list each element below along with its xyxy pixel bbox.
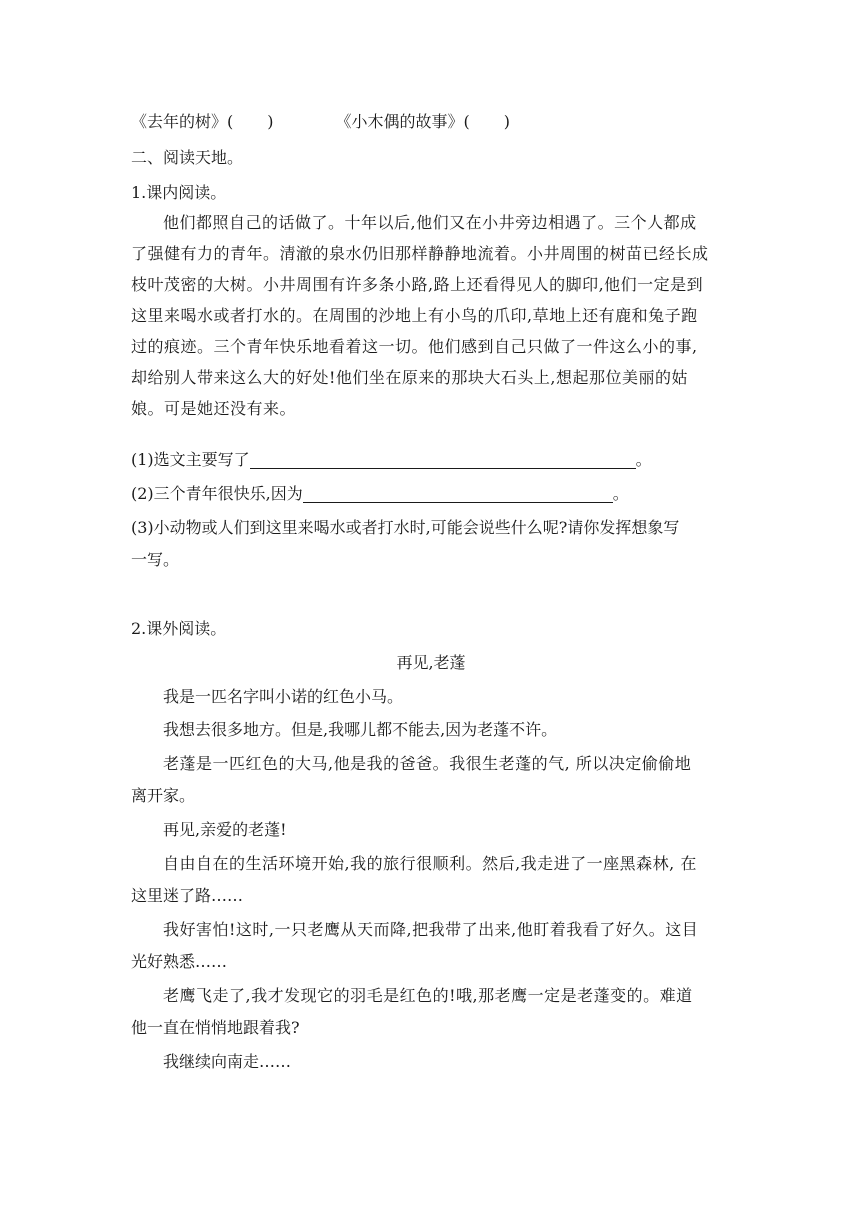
book-title-1: 《去年的树》: [131, 112, 228, 131]
story-line: 再见,亲爱的老蓬!: [163, 820, 287, 839]
passage1-line: 过的痕迹。三个青年快乐地看着这一切。他们感到自己只做了一件这么小的事,: [131, 337, 698, 356]
story-line: 我继续向南走……: [163, 1052, 292, 1071]
question-2-end: 。: [612, 484, 629, 503]
title-match-row: [131, 110, 731, 134]
question-3-line1: (3)小动物或人们到这里来喝水或者打水时,可能会说些什么呢?请你发挥想象写: [131, 518, 680, 537]
passage1-line: 却给别人带来这么大的好处!他们坐在原来的那块大石头上,想起那位美丽的姑: [131, 368, 689, 387]
question-1-answer-line[interactable]: [250, 452, 636, 469]
story-line: 我想去很多地方。但是,我哪儿都不能去,因为老蓬不许。: [163, 720, 558, 739]
story-line: 这里迷了路……: [131, 886, 244, 905]
part1-heading: 1.课内阅读。: [131, 183, 227, 202]
passage1-line: 枝叶茂密的大树。小井周围有许多条小路,路上还看得见人的脚印,他们一定是到: [131, 275, 704, 294]
story-line: 老鹰飞走了,我才发现它的羽毛是红色的!哦,那老鹰一定是老蓬变的。难道: [163, 986, 693, 1005]
open-paren-2: (: [463, 112, 470, 131]
question-2: [131, 482, 731, 506]
story-line: 他一直在悄悄地跟着我?: [131, 1018, 300, 1037]
passage1-line: 娘。可是她还没有来。: [131, 399, 297, 418]
passage1-line: 了强健有力的青年。清澈的泉水仍旧那样静静地流着。小井周围的树苗已经长成: [131, 244, 709, 263]
story-line: 我是一匹名字叫小诺的红色小马。: [163, 687, 404, 706]
question-1: [131, 448, 731, 472]
story-title: 再见,老蓬: [396, 653, 466, 672]
question-1-end: 。: [635, 450, 652, 469]
section-heading: 二、阅读天地。: [131, 148, 244, 167]
passage1-line: 他们都照自己的话做了。十年以后,他们又在小井旁边相遇了。三个人都成: [163, 213, 697, 232]
open-paren-1: (: [227, 112, 234, 131]
close-paren-1: ): [267, 112, 274, 131]
story-line: 离开家。: [131, 786, 196, 805]
story-line: 光好熟悉……: [131, 952, 228, 971]
story-line: 我好害怕!这时,一只老鹰从天而降,把我带了出来,他盯着我看了好久。这目: [163, 920, 699, 939]
story-line: 老蓬是一匹红色的大马,他是我的爸爸。我很生老蓬的气, 所以决定偷偷地: [163, 754, 692, 773]
passage1-line: 这里来喝水或者打水的。在周围的沙地上有小鸟的爪印,草地上还有鹿和兔子跑: [131, 306, 698, 325]
question-1-text: (1)选文主要写了: [131, 450, 250, 469]
question-2-answer-line[interactable]: [303, 486, 613, 503]
part2-heading: 2.课外阅读。: [131, 619, 227, 638]
book-title-2: 《小木偶的故事》: [335, 112, 464, 131]
question-2-text: (2)三个青年很快乐,因为: [131, 484, 303, 503]
close-paren-2: ): [503, 112, 511, 131]
story-line: 自由自在的生活环境开始,我的旅行很顺利。然后,我走进了一座黑森林, 在: [163, 854, 697, 873]
question-3-line2: 一写。: [131, 550, 180, 569]
